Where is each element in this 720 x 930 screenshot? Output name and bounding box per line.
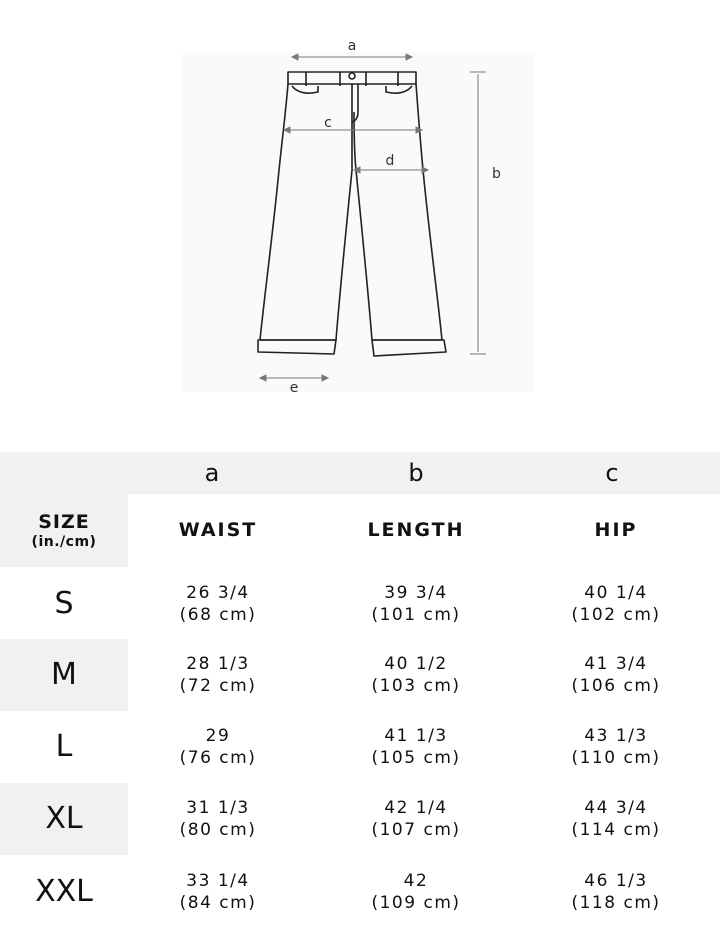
waist-cm: (68 cm) [179, 605, 257, 625]
table-row [0, 639, 720, 711]
size-label: S [54, 586, 74, 621]
hip-inches: 43 1/3 [584, 726, 648, 746]
length-inches: 41 1/3 [384, 726, 448, 746]
dim-label-c: c [324, 115, 332, 131]
waist-inches: 26 3/4 [186, 583, 250, 603]
length-cell [316, 639, 516, 711]
hip-cell [516, 711, 716, 783]
hip-inches: 41 3/4 [584, 654, 648, 674]
size-label: XL [0, 783, 128, 855]
waist-cell [118, 639, 318, 711]
hip-cell [516, 639, 716, 711]
size-label: L [55, 729, 73, 764]
waist-cm: (80 cm) [179, 820, 257, 840]
table-row [0, 568, 720, 640]
waist-cell [118, 711, 318, 783]
letter-a: a [204, 459, 220, 487]
length-inches: 42 [403, 871, 429, 891]
length-cell [316, 856, 516, 928]
size-column-header [0, 494, 128, 567]
hip-cm: (110 cm) [571, 748, 661, 768]
waist-inches: 28 1/3 [186, 654, 250, 674]
hip-cell [516, 568, 716, 640]
hip-cell [516, 783, 716, 855]
length-column-header: LENGTH [367, 519, 465, 541]
waist-cell [118, 568, 318, 640]
table-row [0, 711, 720, 783]
hip-inches: 40 1/4 [584, 583, 648, 603]
hip-cell [516, 856, 716, 928]
waist-cm: (72 cm) [179, 676, 257, 696]
hip-inches: 46 1/3 [584, 871, 648, 891]
dim-label-b: b [492, 166, 501, 182]
size-header-units: (in./cm) [31, 533, 97, 550]
hip-column-header: HIP [594, 519, 638, 541]
hip-cm: (114 cm) [571, 820, 661, 840]
length-cm: (109 cm) [371, 893, 461, 913]
table-row [0, 783, 720, 855]
length-cell [316, 568, 516, 640]
length-inches: 39 3/4 [384, 583, 448, 603]
waist-cell [118, 783, 318, 855]
waist-cm: (76 cm) [179, 748, 257, 768]
size-header-label: SIZE [38, 510, 90, 533]
length-cm: (101 cm) [371, 605, 461, 625]
letter-b: b [408, 459, 424, 487]
hip-cm: (102 cm) [571, 605, 661, 625]
waist-cm: (84 cm) [179, 893, 257, 913]
table-row [0, 856, 720, 928]
dim-label-e: e [289, 380, 299, 396]
pants-measurement-diagram [0, 0, 720, 440]
length-inches: 40 1/2 [384, 654, 448, 674]
length-cell [316, 711, 516, 783]
size-label: XXL [35, 874, 93, 909]
measurement-letter-row [0, 452, 720, 494]
letter-c: c [605, 459, 619, 487]
length-cm: (107 cm) [371, 820, 461, 840]
waist-inches: 31 1/3 [186, 798, 250, 818]
hip-cm: (106 cm) [571, 676, 661, 696]
length-inches: 42 1/4 [384, 798, 448, 818]
waist-inches: 33 1/4 [186, 871, 250, 891]
size-label: M [0, 639, 128, 711]
waist-cell [118, 856, 318, 928]
waist-inches: 29 [205, 726, 231, 746]
dim-label-a: a [347, 38, 357, 54]
hip-cm: (118 cm) [571, 893, 661, 913]
dim-label-d: d [385, 153, 395, 169]
length-cm: (105 cm) [371, 748, 461, 768]
hip-inches: 44 3/4 [584, 798, 648, 818]
length-cell [316, 783, 516, 855]
waist-column-header: WAIST [178, 519, 258, 541]
length-cm: (103 cm) [371, 676, 461, 696]
